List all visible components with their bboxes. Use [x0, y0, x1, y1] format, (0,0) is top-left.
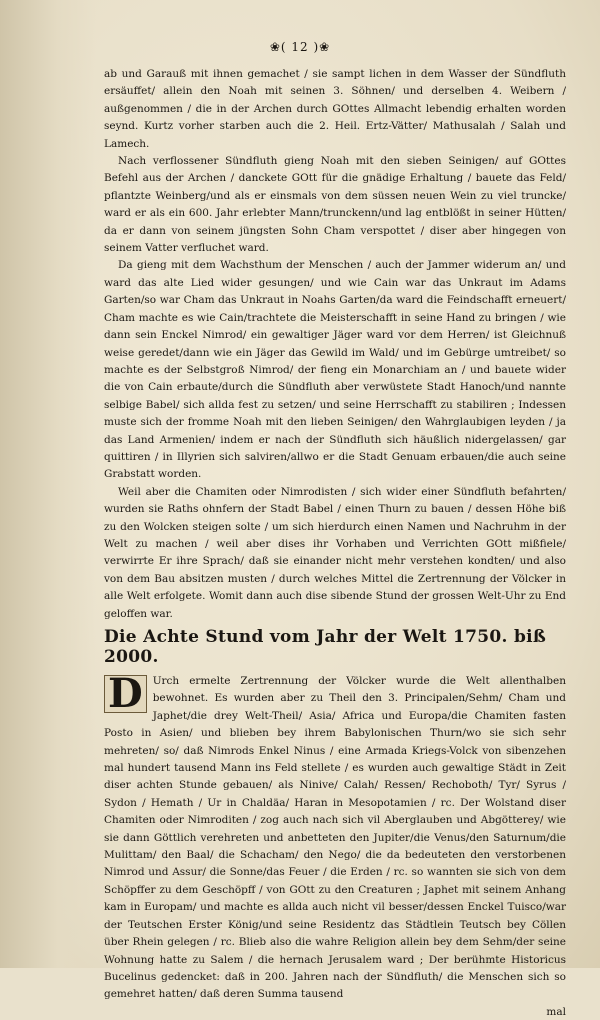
paragraph-1: ab und Garauß mit ihnen gemachet / sie sampt lichen in dem Wasser der Sündfluth ersäuffet/ allein den Noah mit seinen 3. Söhnen/ und derselben 4. Weibern / außgenommen / die in der Archen durch GOttes Allmacht lebendig erhalten worden seynd. Kurtz vorher starben auch die 2. Heil. Ertz-Vätter/ Mathusalah / Salah und Lamech. — [104, 68, 566, 150]
catchword: mal — [546, 1005, 566, 1018]
page-text — [104, 32, 566, 1020]
drop-cap-initial: D — [104, 675, 147, 713]
paragraph-5 — [104, 670, 566, 1004]
paragraph-4: Weil aber die Chamiten oder Nimrodisten / sich wider einer Sündfluth befahrten/ wurden sie Raths ohnfern der Stadt Babel / einen Thurn zu bauen / dessen Höhe biß zu den Wolcken steigen solte / um sich hierdurch einen Namen und Nachruhm in der Welt zu machen / weil aber dises ihr Vorhaben und Verrichten GOtt mißfiele/ verwirrte Er ihre Sprach/ daß sie einander nicht mehr verstehen kondten/ und also von dem Bau absitzen musten / durch welches Mittel die Zertrennung der Völcker in alle Welt erfolgete. Womit dann auch dise sibende Stund der grossen Welt-Uhr zu End geloffen war. — [104, 485, 566, 620]
paragraph-5-text: Urch ermelte Zertrennung der Völcker wurde die Welt allenthalben bewohnet. Es wurden aber zu Theil den 3. Principalen/Sehm/ Cham und Japhet/die drey Welt-Theil/ Asia/ Africa und Europa/die Chamiten fasten Posto in Asien/ und blieben bey ihrem Babylonischen Thurn/wo sie sich sehr mehreten/ so/ daß Nimrods Enkel Ninus / eine Armada Kriegs-Volck von sibenzehen mal hundert tausend Mann ins Feld stellete / es wurden auch gewaltige Städt in Zeit diser achten Stunde gebauen/ als Ninive/ Calah/ Ressen/ Rechoboth/ Tyr/ Syrus / Sydon / Hemath / Ur in Chaldäa/ Haran in Mesopotamien / rc. Der Wolstand diser Chamiten oder Nimroditen / zog auch nach sich vil Aberglauben und Abgötterey/ wie sie dann Göttlich verehreten und anbetteten den Jupiter/die Venus/den Saturnum/die Mulittam/ den Baal/ die Schacham/ den Nego/ die da bedeuteten den verstorbenen Nimrod und Assur/ die Sonne/das Feuer / die Erden / rc. so wannten sie sich von dem Schöpffer zu dem Geschöpff / von GOtt zu den Creaturen ; Japhet mit seinem Anhang kam in Europam/ und machte es allda auch nicht vil besser/dessen Enckel Tuisco/war der Teutschen Erster König/und seine Residentz das Städtlein Teutsch bey Cöllen über Rhein gelegen / rc. Blieb also die wahre Religion allein bey dem Sehm/der seine Wohnung hatte zu Salem / die hernach Jerusalem ward ; Der berühmte Historicus Bucelinus gedencket: daß in 200. Jahren nach der Sündfluth/ die Menschen sich so gemehret hatten/ daß deren Summa tausend — [104, 675, 566, 1001]
section-heading: Die Achte Stund vom Jahr der Welt 1750. biß 2000. — [104, 627, 547, 667]
paragraph-3: Da gieng mit dem Wachsthum der Menschen / auch der Jammer widerum an/ und ward das alte Lied wider gesungen/ und wie Cain war das Unkraut im Adams Garten/so war Cham das Unkraut in Noahs Garten/da ward die Feindschafft erneuert/ Cham machte es wie Cain/trachtete die Meisterschafft in seine Hand zu bringen / wie dann sein Enckel Nimrod/ ein gewaltiger Jäger ward vor dem Herren/ ist Gleichnuß weise geredet/dann wie ein Jäger das Gewild im Wald/ und im Gebürge umtreibet/ so machte es der Selbstgroß Nimrod/ der fieng ein Monarchiam an / und bauete wider die von Cain erbaute/durch die Sündfluth aber verwüstete Stadt Hanoch/und nannte selbige Babel/ sich allda fest zu setzen/ und seine Herrschafft zu stabiliren ; Indessen muste sich der fromme Noah mit den lieben Seinigen/ den Wahrglaubigen leyden / ja das Land Armenien/ indem er nach der Sündfluth sich häußlich nidergelassen/ gar quittiren / in Illyrien sich salviren/allwo er die Stadt Genuam erbauen/die auch seine Grabstatt worden. — [104, 259, 566, 481]
page-number-header: ❀( 12 )❀ — [269, 40, 331, 54]
paragraph-2: Nach verflossener Sündfluth gieng Noah mit den sieben Seinigen/ auf GOttes Befehl aus der Archen / danckete GOtt für die gnädige Erhaltung / bauete das Feld/ pflantzte Weinberg/und als er einsmals von dem süssen neuen Wein zu viel truncke/ ward er als ein 600. Jahr erlebter Mann/trunckenn/und lag entblößt in seiner Hütten/ da er dann von seinem jüngsten Sohn Cham verspottet / diser aber hingegen von seinem Vatter verfluchet ward. — [104, 155, 566, 255]
